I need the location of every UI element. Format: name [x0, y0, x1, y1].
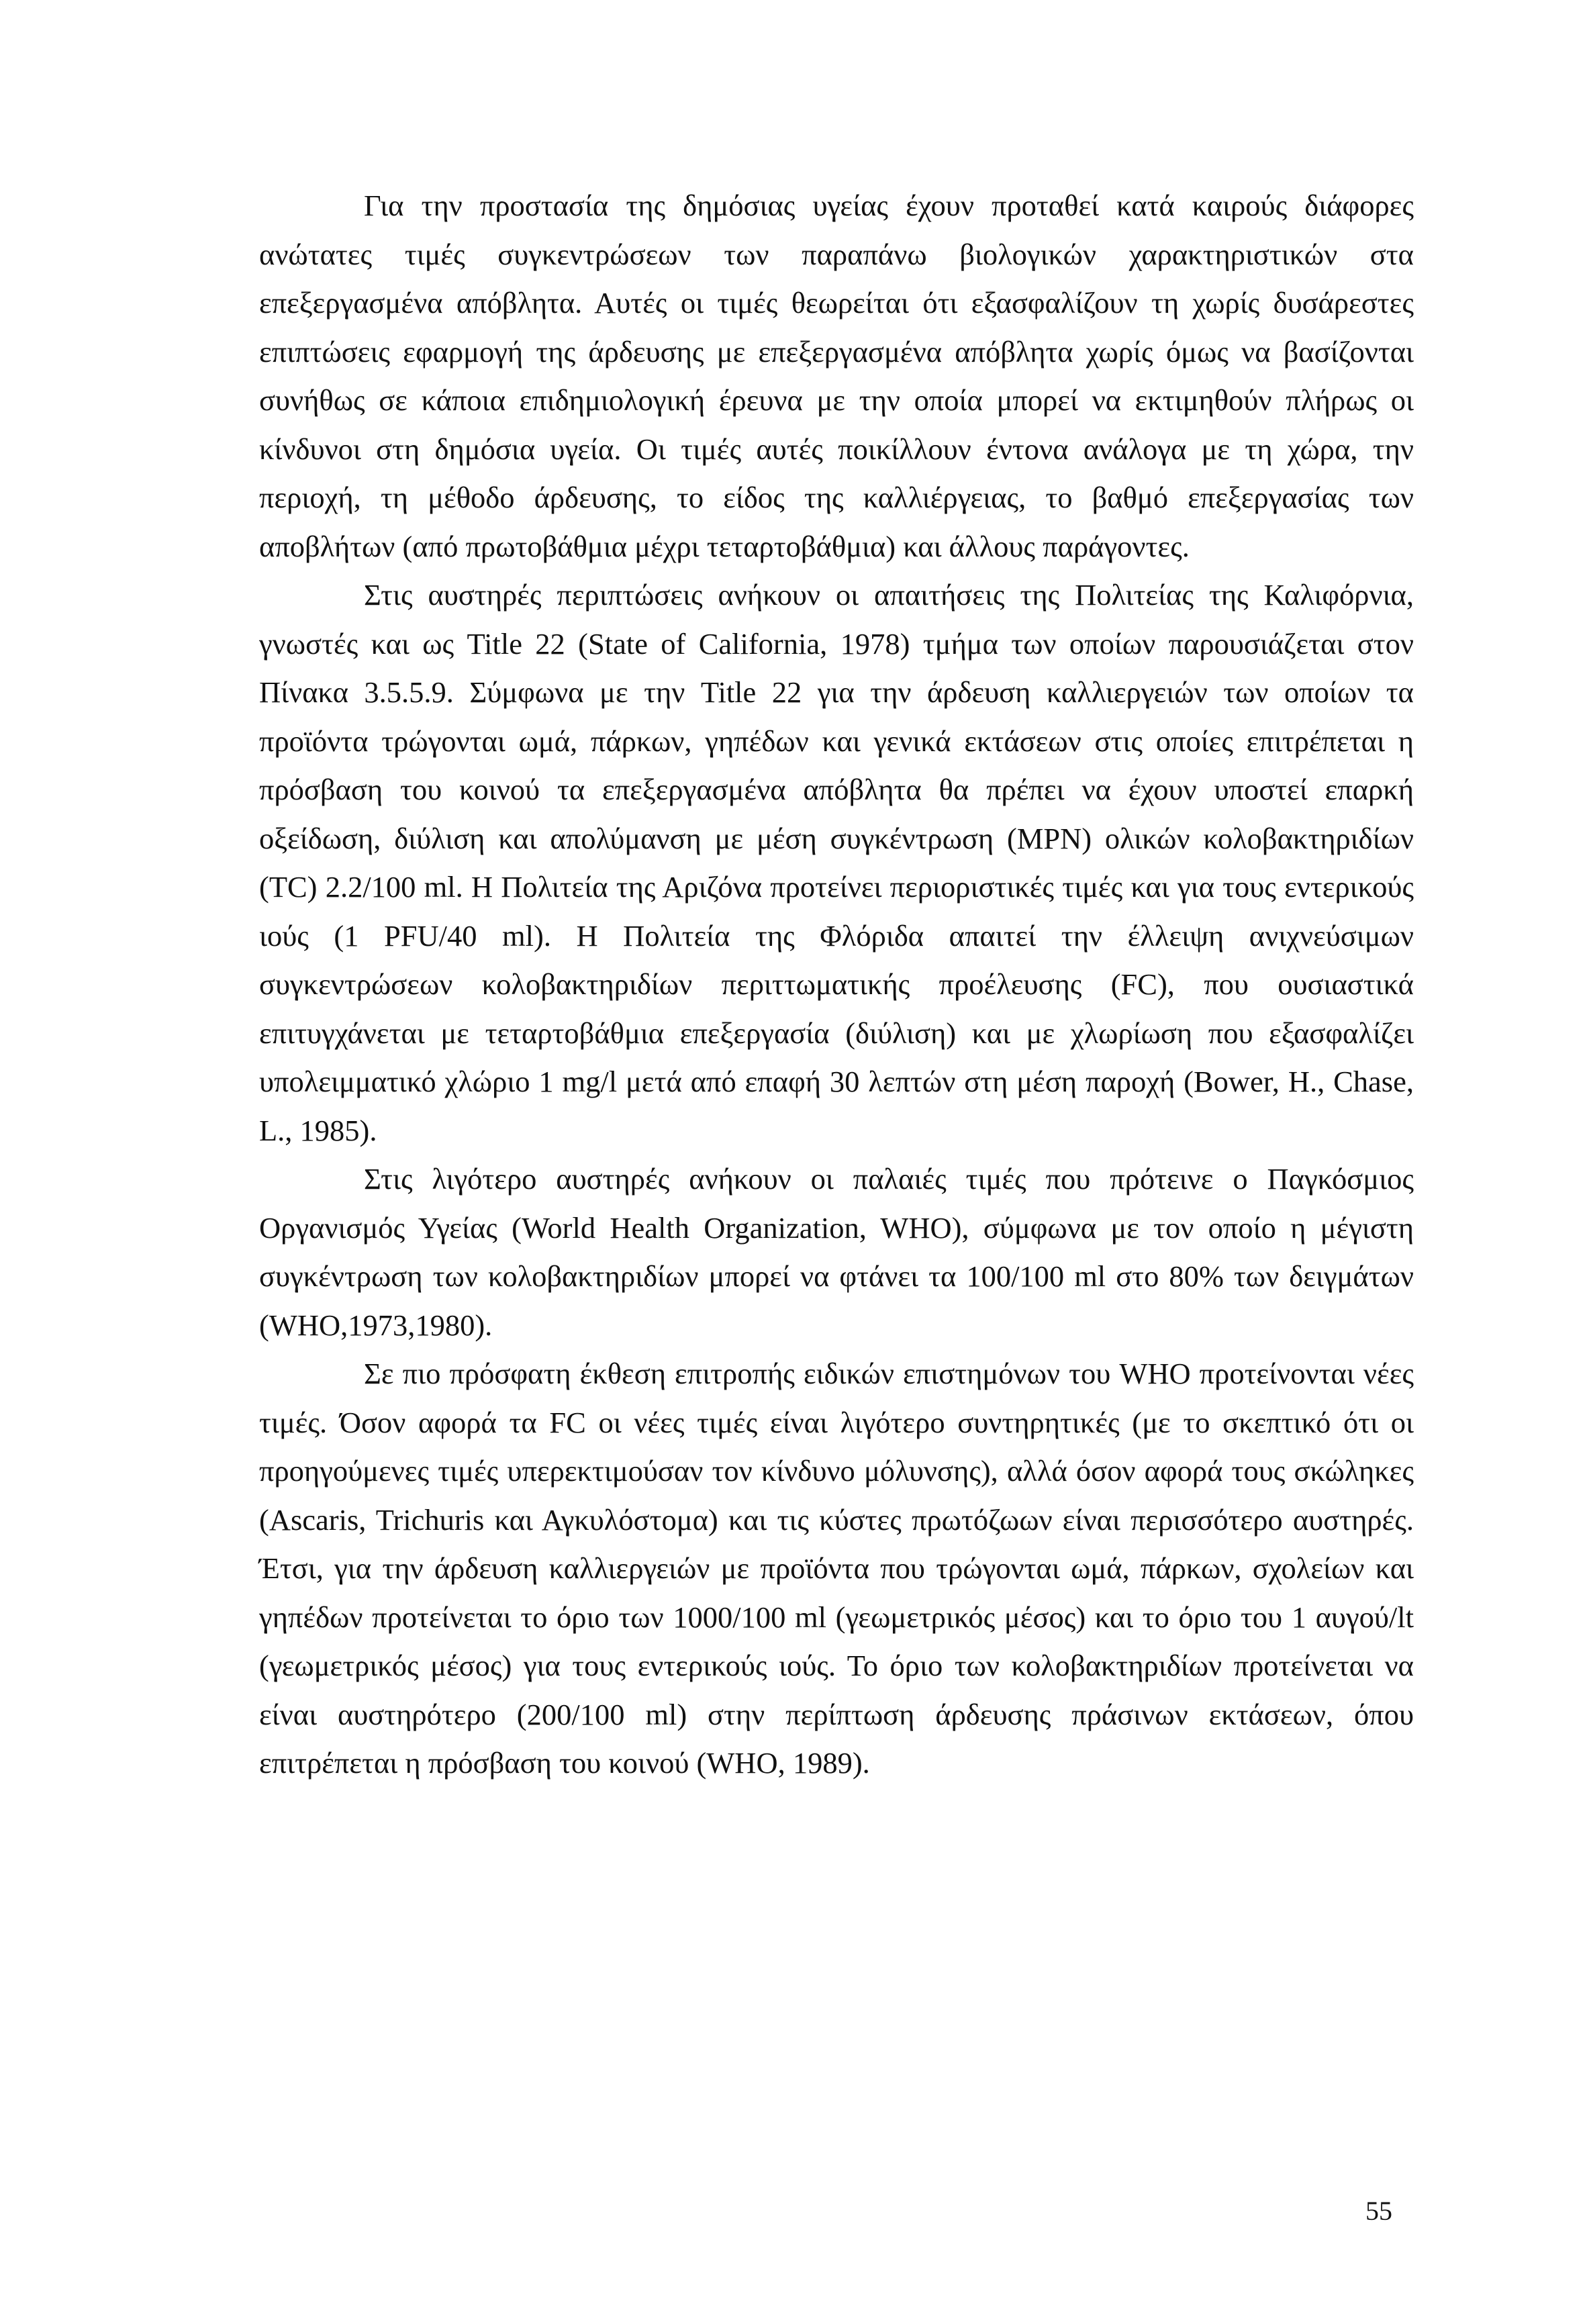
- paragraph-4: Σε πιο πρόσφατη έκθεση επιτροπής ειδικών επιστημόνων του WHO προτείνονται νέες τιμές. Όσον αφορά τα FC οι νέες τιμές είναι λιγότερο συντηρητικές (με το σκεπτικό ότι οι προηγούμενες τιμές υπερεκτιμούσαν τον κίνδυνο μόλυνσης), αλλά όσον αφορά τους σκώληκες (Ascaris, Trichuris και Αγκυλόστομα) και τις κύστες πρωτόζωων είναι περισσότερο αυστηρές. Έτσι, για την άρδευση καλλιεργειών με προϊόντα που τρώγονται ωμά, πάρκων, σχολείων και γηπέδων προτείνεται το όριο των 1000/100 ml (γεωμετρικός μέσος) και το όριο του 1 αυγού/lt (γεωμετρικός μέσος) για τους εντερικούς ιούς. Το όριο των κολοβακτηριδίων προτείνεται να είναι αυστηρότερο (200/100 ml) στην περίπτωση άρδευσης πράσινων εκτάσεων, όπου επιτρέπεται η πρόσβαση του κοινού (WHO, 1989).: [259, 1357, 1414, 1780]
- paragraph-2: Στις αυστηρές περιπτώσεις ανήκουν οι απαιτήσεις της Πολιτείας της Καλιφόρνια, γνωστές και ως Title 22 (State of California, 1978) τμήμα των οποίων παρουσιάζεται στον Πίνακα 3.5.5.9. Σύμφωνα με την Title 22 για την άρδευση καλλιεργειών των οποίων τα προϊόντα τρώγονται ωμά, πάρκων, γηπέδων και γενικά εκτάσεων στις οποίες επιτρέπεται η πρόσβαση του κοινού τα επεξεργασμένα απόβλητα θα πρέπει να έχουν υποστεί επαρκή οξείδωση, διύλιση και απολύμανση με μέση συγκέντρωση (MPN) ολικών κολοβακτηριδίων (TC) 2.2/100 ml. Η Πολιτεία της Αριζόνα προτείνει περιοριστικές τιμές και για τους εντερικούς ιούς (1 PFU/40 ml). Η Πολιτεία της Φλόριδα απαιτεί την έλλειψη ανιχνεύσιμων συγκεντρώσεων κολοβακτηριδίων περιττωματικής προέλευσης (FC), που ουσιαστικά επιτυγχάνεται με τεταρτοβάθμια επεξεργασία (διύλιση) και με χλωρίωση που εξασφαλίζει υπολειμματικό χλώριο 1 mg/l μετά από επαφή 30 λεπτών στη μέση παροχή (Bower, H., Chase, L., 1985).: [259, 578, 1414, 1147]
- paragraph-3: Στις λιγότερο αυστηρές ανήκουν οι παλαιές τιμές που πρότεινε ο Παγκόσμιος Οργανισμός Υγείας (World Health Organization, WHO), σύμφωνα με τον οποίο η μέγιστη συγκέντρωση των κολοβακτηριδίων μπορεί να φτάνει τα 100/100 ml στο 80% των δειγμάτων (WHO,1973,1980).: [259, 1162, 1414, 1342]
- page-number: 55: [1365, 2196, 1392, 2226]
- paragraph-1: Για την προστασία της δημόσιας υγείας έχουν προταθεί κατά καιρούς διάφορες ανώτατες τιμές συγκεντρώσεων των παραπάνω βιολογικών χαρακτηριστικών στα επεξεργασμένα απόβλητα. Αυτές οι τιμές θεωρείται ότι εξασφαλίζουν τη χωρίς δυσάρεστες επιπτώσεις εφαρμογή της άρδευσης με επεξεργασμένα απόβλητα χωρίς όμως να βασίζονται συνήθως σε κάποια επιδημιολογική έρευνα με την οποία μπορεί να εκτιμηθούν πλήρως οι κίνδυνοι στη δημόσια υγεία. Οι τιμές αυτές ποικίλλουν έντονα ανάλογα με τη χώρα, την περιοχή, τη μέθοδο άρδευσης, το είδος της καλλιέργειας, το βαθμό επεξεργασίας των αποβλήτων (από πρωτοβάθμια μέχρι τεταρτοβάθμια) και άλλους παράγοντες.: [259, 189, 1414, 563]
- body-text: [259, 181, 1414, 1788]
